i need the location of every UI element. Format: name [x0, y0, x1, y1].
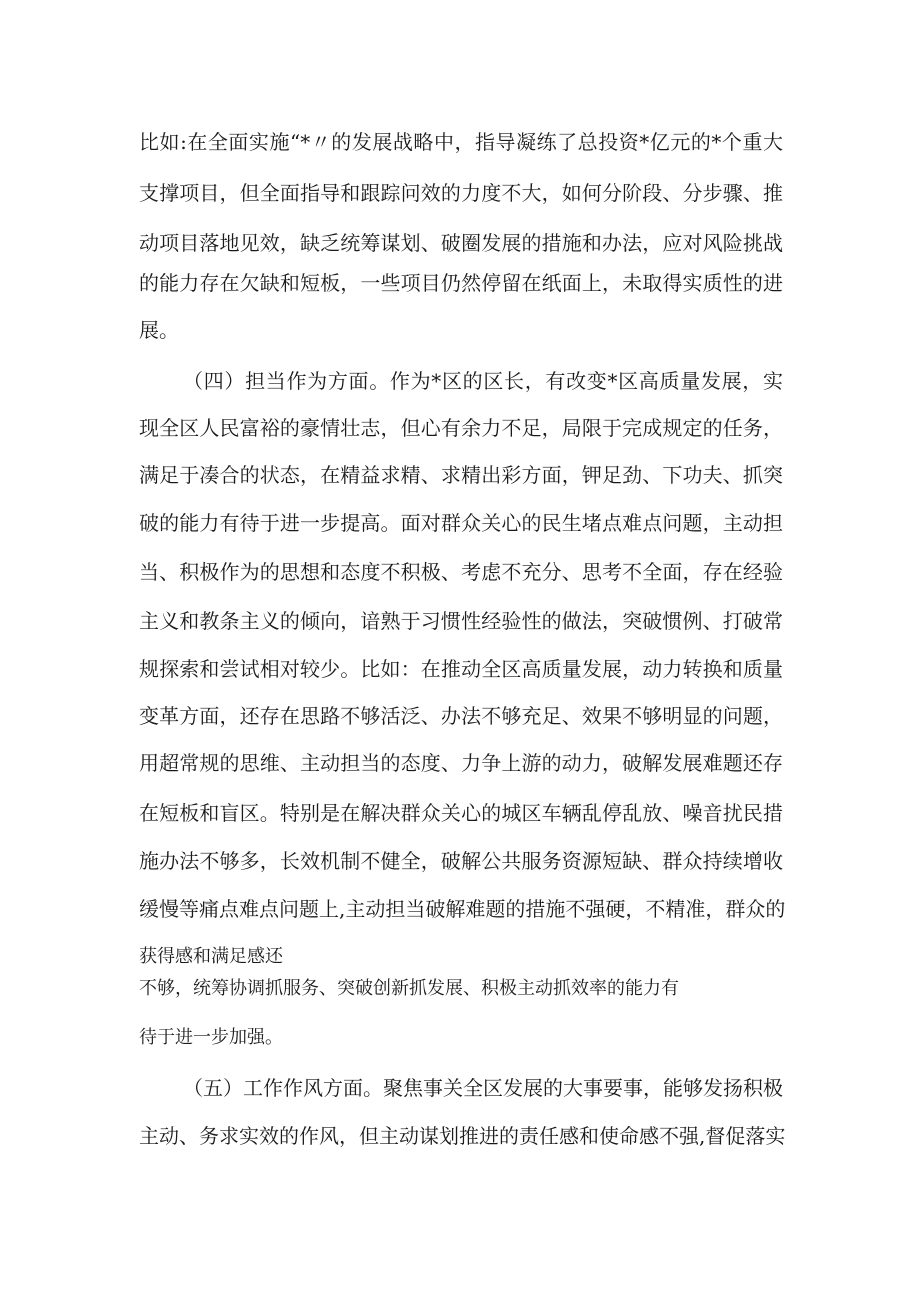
paragraph-line: 展。 [139, 318, 179, 342]
paragraph-line: 施办法不够多，长效机制不健全，破解公共服务资源短缺、群众持续增收 [139, 849, 783, 873]
paragraph-line: 满足于凑合的状态，在精益求精、求精出彩方面，钾足劲、下功夫、抓突 [139, 463, 783, 487]
paragraph-line: 主义和教条主义的倾向，谙熟于习惯性经验性的做法，突破惯例、打破常 [139, 609, 783, 633]
paragraph-line: 待于进一步加强。 [139, 1027, 283, 1048]
paragraph-line: 在短板和盲区。特别是在解决群众关心的城区车辆乱停乱放、噪音扰民措 [139, 801, 783, 825]
paragraph-line: 现全区人民富裕的豪情壮志，但心有余力不足，局限于完成规定的任务， [139, 416, 783, 440]
paragraph-line: 用超常规的思维、主动担当的态度、力争上游的动力，破解发展难题还存 [139, 751, 783, 775]
paragraph-line: 获得感和满足感还 [139, 946, 283, 967]
paragraph-line: 不够，统筹协调抓服务、突破创新抓发展、积极主动抓效率的能力有 [139, 978, 679, 999]
paragraph-line: 动项目落地见效，缺乏统筹谋划、破圈发展的措施和办法，应对风险挑战 [139, 231, 783, 255]
paragraph-line: 规探索和尝试相对较少。比如：在推动全区高质量发展，动力转换和质量 [139, 657, 783, 681]
paragraph-line: 缓慢等痛点难点问题上,主动担当破解难题的措施不强硬，不精准，群众的 [139, 897, 786, 921]
paragraph-line: 当、积极作为的思想和态度不积极、考虑不充分、思考不全面，存在经验 [139, 560, 783, 584]
section-heading-line: （五）工作作风方面。聚焦事关全区发展的大事要事，能够发扬积极 [183, 1076, 783, 1100]
paragraph-line: 的能力存在欠缺和短板，一些项目仍然停留在纸面上，未取得实质性的进 [139, 271, 783, 295]
paragraph-line: 破的能力有待于进一步提高。面对群众关心的民生堵点难点问题，主动担 [139, 511, 783, 535]
paragraph-line: 支撑项目，但全面指导和跟踪问效的力度不大，如何分阶段、分步骤、推 [139, 181, 783, 205]
paragraph-line: 变革方面，还存在思路不够活泛、办法不够充足、效果不够明显的问题， [139, 704, 783, 728]
section-heading-line: （四）担当作为方面。作为*区的区长，有改变*区高质量发展，实 [183, 369, 783, 393]
paragraph-line: 比如:在全面实施“*〃的发展战略中，指导凝练了总投资*亿元的*个重大 [139, 130, 783, 154]
paragraph-line: 主动、务求实效的作风，但主动谋划推进的责任感和使命感不强,督促落实 [139, 1124, 786, 1148]
